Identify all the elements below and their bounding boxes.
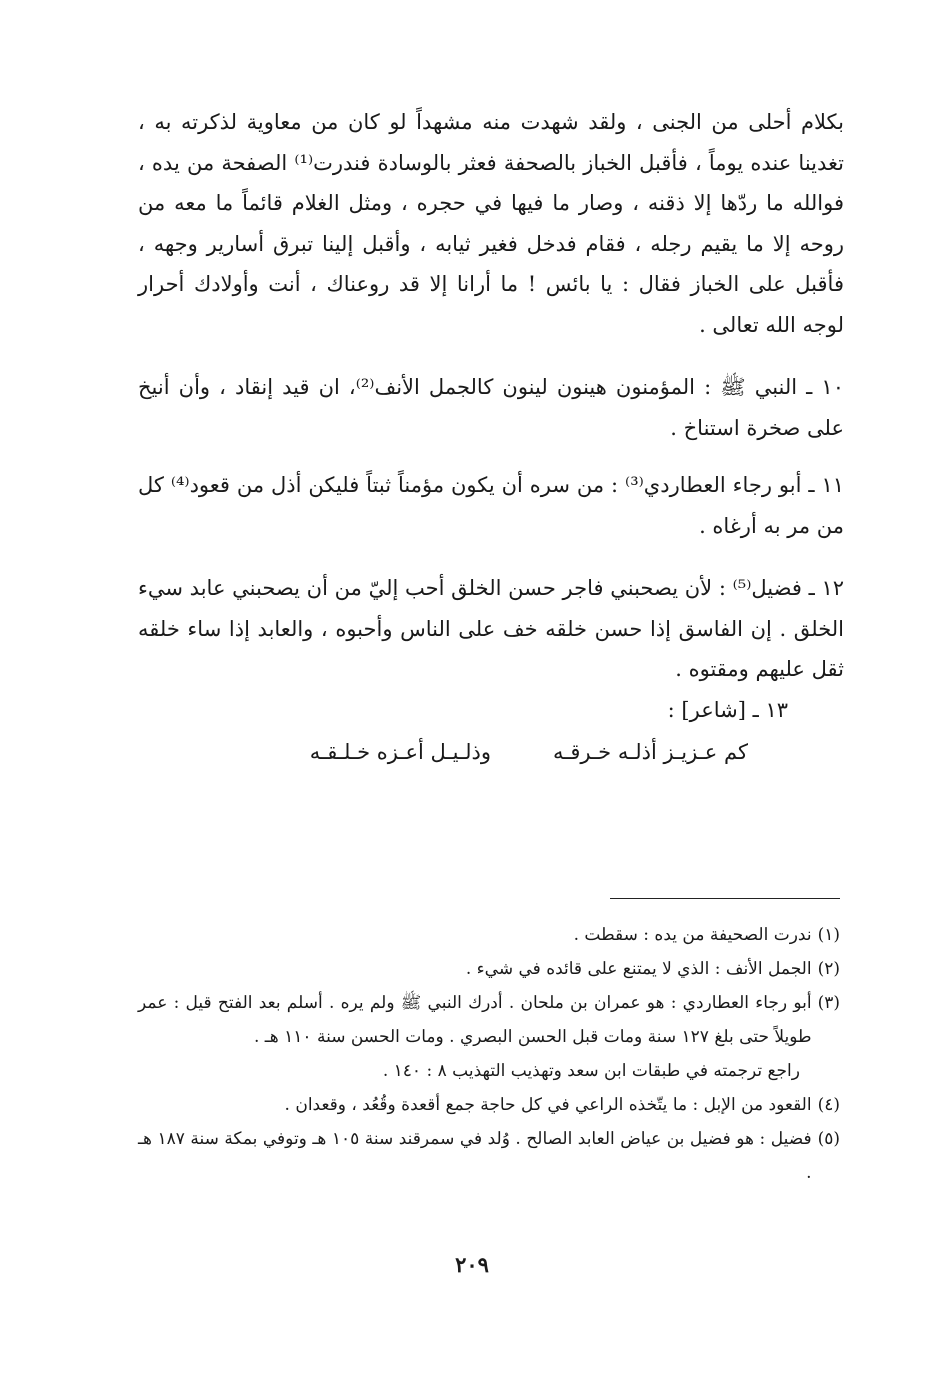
footnotes: [138, 918, 840, 1190]
poem-verse: [138, 732, 844, 773]
footnote-text: فضيل : هو فضيل بن عياض العابد الصالح . وُلد في سمرقند سنة ١٠٥ هـ وتوفي بمكة سنة ١٨٧ هـ .: [138, 1129, 812, 1183]
verse-second-hemistich: وذلـيـل أعـزه خـلـقـه: [309, 740, 491, 764]
verse-first-hemistich: كم عـزيـز أذلـه خـرقـه: [552, 740, 748, 764]
footnote-2: [138, 952, 840, 986]
footnote-5: [138, 1122, 840, 1190]
main-text: [138, 102, 844, 773]
footnote-number: (٤): [817, 1095, 840, 1115]
footnote-text: الجمل الأنف : الذي لا يمتنع على قائده في شيء .: [465, 959, 812, 979]
footnote-number: (٣): [817, 993, 840, 1013]
footnote-number: (٥): [817, 1129, 840, 1149]
footnote-text: أبو رجاء العطاردي : هو عمران بن ملحان . أدرك النبي ﷺ ولم يره . أسلم بعد الفتح قيل : عمر طويلاً حتى بلغ ١٢٧ سنة ومات قبل الحسن البصري . ومات الحسن سنة ١١٠ هـ .: [138, 993, 812, 1047]
footnote-number: (٢): [817, 959, 840, 979]
footnote-1: [138, 918, 840, 952]
paragraph-opening: بكلام أحلى من الجنى ، ولقد شهدت منه مشهداً لو كان من معاوية لذكرته به ، تغدينا عنده يوماً ، فأقبل الخباز بالصحفة فعثر بالوسادة فندرت⁽¹⁾ الصفحة من يده ، فوالله ما ردّها إلا ذقنه ، وصار ما فيها في حجره ، ومثل الغلام قائماً ما معه من روحه إلا ما يقيم رجله ، فقام فدخل فغير ثيابه ، وأقبل إلينا تبرق أسارير وجهه ، فأقبل على الخباز فقال : يا بائس ! ما أرانا إلا قد روعناك ، أنت وأولادك أحرار لوجه الله تعالى .: [138, 110, 845, 337]
footnote-4: [138, 1088, 840, 1122]
footnote-text: القعود من الإبل : ما يتّخذه الراعي في كل حاجة جمع أقعدة وقُعُد ، وقعدان .: [284, 1095, 812, 1115]
paragraph-11: ١١ ـ أبو رجاء العطاردي⁽³⁾ : من سره أن يكون مؤمناً ثبتاً فليكن أذل من قعود⁽⁴⁾ كل من مر به أرغاه .: [138, 473, 844, 538]
page-number: ٢٠٩: [455, 1252, 489, 1277]
footnote-text: ندرت الصحيفة من يده : سقطت .: [573, 925, 812, 945]
footnote-3-reference: راجع ترجمته في طبقات ابن سعد وتهذيب التهذيب ٨ : ١٤٠ .: [382, 1061, 800, 1081]
paragraph-12: ١٢ ـ فضيل⁽⁵⁾ : لأن يصحبني فاجر حسن الخلق أحب إليّ من أن يصحبني عابد سيء الخلق . إن الفاسق إذا حسن خلقه خف على الناس وأحبوه ، والعابد إذا ساء خلقه ثقل عليهم ومقتوه .: [138, 576, 844, 681]
footnote-divider: [610, 898, 840, 899]
poem-heading: ١٣ ـ [شاعر] :: [667, 697, 788, 722]
paragraph-10: ١٠ ـ النبي ﷺ : المؤمنون هينون لينون كالجمل الأنف⁽²⁾، ان قيد إنقاد ، وأن أنيخ على صخرة استناخ .: [138, 375, 844, 440]
footnote-number: (١): [817, 925, 840, 945]
footnote-3: [138, 986, 840, 1054]
